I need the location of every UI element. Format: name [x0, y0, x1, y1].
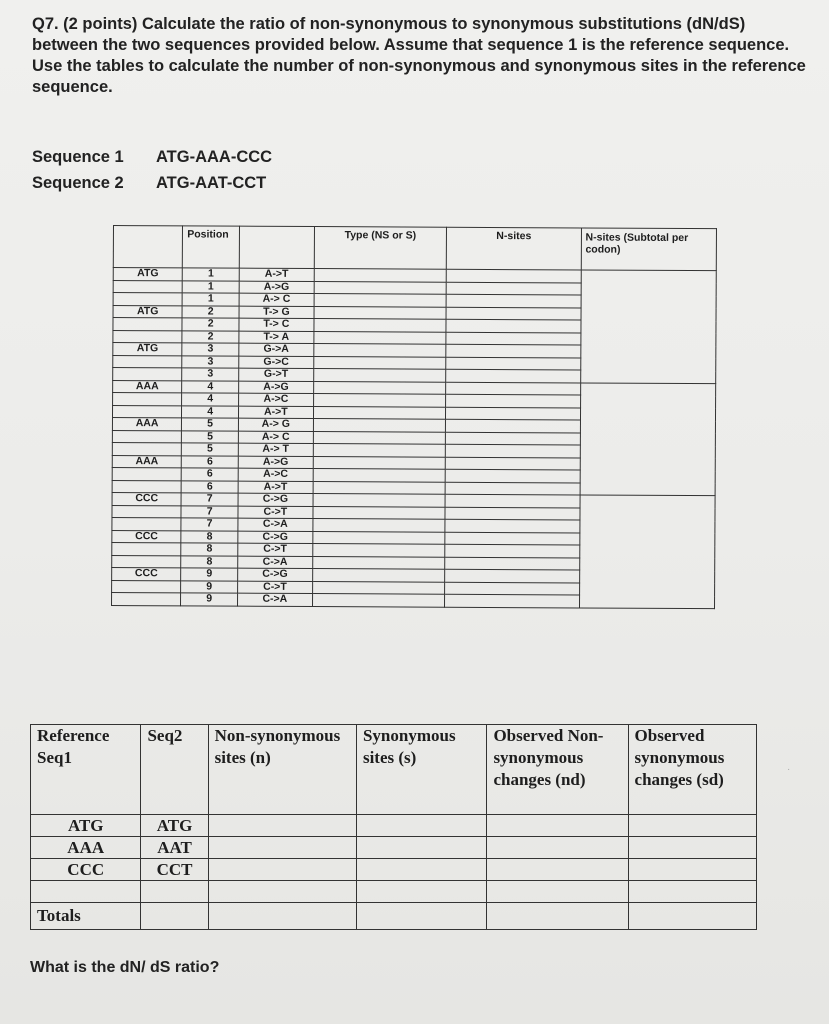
mutation-cell: G->T [239, 368, 314, 381]
final-question: What is the dN/ dS ratio? [30, 959, 220, 976]
codon-cell [113, 293, 182, 306]
observed-nonsyn-header: Observed Non-synonymous changes (nd) [487, 725, 628, 815]
nsites-answer-cell[interactable] [446, 269, 580, 282]
position-cell: 2 [182, 318, 239, 331]
nsites-answer-cell[interactable] [446, 319, 580, 332]
mutation-cell: G->C [239, 356, 314, 369]
position-cell: 1 [182, 280, 239, 293]
codon-cell [112, 405, 181, 418]
nsites-answer-cell[interactable] [445, 532, 579, 545]
seq2-codon-cell: ATG [141, 815, 208, 837]
codon-cell [113, 318, 182, 331]
type-answer-cell[interactable] [313, 394, 446, 407]
sequence-1-value: ATG-AAA-CCC [155, 148, 273, 166]
codon-cell [112, 480, 181, 493]
type-answer-cell[interactable] [313, 494, 446, 507]
nsites-answer-cell[interactable] [445, 507, 579, 520]
seq2-codon-cell [141, 881, 208, 903]
type-answer-cell[interactable] [312, 544, 445, 557]
mutation-cell: C->T [238, 543, 313, 556]
mutation-cell: A->G [239, 281, 314, 294]
position-cell: 8 [181, 530, 238, 543]
sequence-1 [32, 148, 272, 167]
nsites-answer-cell[interactable] [446, 332, 580, 345]
codon-cell: ATG [113, 343, 182, 356]
subtotal-answer-cell[interactable] [580, 382, 716, 495]
codon-cell: ATG [113, 268, 182, 281]
type-answer-cell[interactable] [313, 344, 446, 357]
answer-cell[interactable] [628, 903, 756, 930]
position-cell: 8 [181, 555, 238, 568]
codon-cell: AAA [112, 417, 181, 430]
type-answer-cell[interactable] [313, 456, 446, 469]
codon-cell: CCC [112, 530, 181, 543]
summary-row [31, 815, 757, 837]
position-cell: 5 [182, 418, 239, 431]
answer-cell[interactable] [487, 881, 628, 903]
seq2-codon-cell: CCT [141, 859, 208, 881]
codon-cell: ATG [113, 305, 182, 318]
answer-cell[interactable] [356, 881, 486, 903]
answer-cell[interactable] [356, 815, 486, 837]
reference-header: Reference Seq1 [31, 725, 141, 815]
mutation-cell: A->C [239, 393, 314, 406]
mutation-cell: T-> G [239, 306, 314, 319]
codon-cell [112, 505, 181, 518]
position-cell: 9 [181, 593, 238, 606]
nsites-answer-cell[interactable] [445, 544, 579, 557]
nsites-answer-cell[interactable] [446, 369, 580, 382]
type-answer-cell[interactable] [312, 556, 445, 569]
sequence-2-label: Sequence 2 [32, 174, 124, 192]
type-answer-cell[interactable] [313, 419, 446, 432]
site-classification-table [111, 225, 717, 609]
nsites-answer-cell[interactable] [445, 519, 579, 532]
site-table-body [112, 268, 717, 609]
nsites-answer-cell[interactable] [445, 557, 579, 570]
answer-cell[interactable] [356, 903, 486, 930]
mutation-cell: A->T [239, 268, 314, 281]
codon-cell [112, 555, 181, 568]
type-answer-cell[interactable] [313, 381, 446, 394]
nsites-answer-cell[interactable] [445, 582, 579, 595]
mutation-cell: C->A [238, 593, 313, 606]
position-cell: 5 [182, 430, 239, 443]
answer-cell[interactable] [208, 859, 356, 881]
codon-cell [112, 542, 181, 555]
type-answer-cell[interactable] [313, 369, 446, 382]
codon-cell [112, 430, 181, 443]
answer-cell[interactable] [628, 815, 756, 837]
position-cell: 1 [183, 268, 240, 281]
nsites-answer-cell[interactable] [446, 432, 580, 445]
position-cell: 6 [181, 468, 238, 481]
mutation-cell: C->G [238, 531, 313, 544]
position-column-header: Position [183, 226, 240, 268]
nsites-answer-cell[interactable] [446, 382, 580, 395]
position-cell: 9 [181, 568, 238, 581]
mutation-cell: T-> A [239, 331, 314, 344]
type-answer-cell[interactable] [312, 594, 445, 607]
type-answer-cell[interactable] [313, 506, 446, 519]
type-answer-cell[interactable] [314, 281, 447, 294]
codon-cell [113, 355, 182, 368]
seq2-codon-cell: AAT [141, 837, 208, 859]
question-text: Q7. (2 points) Calculate the ratio of non-synonymous to synonymous substitutions (dN/dS) between the two sequences provided below. Assume that sequence 1 is the reference sequence. Use the tables to calculate the number of non-synonymous and synonymous sites in the reference sequence. [32, 15, 806, 96]
type-answer-cell[interactable] [313, 469, 446, 482]
codon-cell: AAA [112, 455, 181, 468]
type-answer-cell[interactable] [312, 581, 445, 594]
subtotal-answer-cell[interactable] [580, 270, 716, 383]
type-column-header: Type (NS or S) [314, 227, 447, 270]
answer-cell[interactable] [487, 903, 628, 930]
codon-cell [112, 467, 181, 480]
position-cell: 7 [181, 518, 238, 531]
type-answer-cell[interactable] [313, 406, 446, 419]
nsites-answer-cell[interactable] [446, 344, 580, 357]
observed-syn-header: Observed synonymous changes (sd) [628, 725, 756, 815]
summary-header-row [31, 725, 757, 815]
answer-cell[interactable] [487, 859, 628, 881]
mutation-cell: G->A [239, 343, 314, 356]
nsites-answer-cell[interactable] [445, 457, 579, 470]
nsites-answer-cell[interactable] [446, 294, 580, 307]
mutation-cell: A->T [238, 406, 313, 419]
position-cell: 9 [181, 580, 238, 593]
codon-cell [112, 580, 181, 593]
type-answer-cell[interactable] [314, 319, 447, 332]
mutation-cell: C->G [238, 568, 313, 581]
codon-cell [113, 280, 182, 293]
mutation-cell: A->T [238, 481, 313, 494]
sequence-2-value: ATG-AAT-CCT [155, 174, 267, 192]
codon-cell: AAA [113, 380, 182, 393]
answer-cell[interactable] [487, 837, 628, 859]
site-table-header-row [113, 226, 716, 271]
mutation-cell: A-> C [238, 431, 313, 444]
nsites-answer-cell[interactable] [445, 594, 579, 607]
codon-cell [112, 442, 181, 455]
summary-row [31, 881, 757, 903]
type-answer-cell[interactable] [313, 444, 446, 457]
summary-row [31, 859, 757, 881]
mutation-cell: A-> T [238, 443, 313, 456]
position-cell: 3 [182, 355, 239, 368]
position-cell: 6 [182, 455, 239, 468]
codon-cell: CCC [112, 492, 181, 505]
mutation-cell: A->G [238, 456, 313, 469]
position-cell: 6 [181, 480, 238, 493]
codon-cell [113, 393, 182, 406]
position-cell: 7 [181, 493, 238, 506]
mutation-column-header [239, 226, 314, 268]
type-answer-cell[interactable] [314, 331, 447, 344]
answer-cell[interactable] [208, 837, 356, 859]
nsites-answer-cell[interactable] [445, 444, 579, 457]
ref-codon-cell: ATG [31, 815, 141, 837]
ref-codon-cell [31, 881, 141, 903]
nsites-answer-cell[interactable] [446, 394, 580, 407]
mutation-cell: A-> C [239, 293, 314, 306]
nsites-answer-cell[interactable] [446, 307, 580, 320]
answer-cell[interactable] [628, 881, 756, 903]
position-cell: 2 [182, 330, 239, 343]
answer-cell[interactable] [141, 903, 208, 930]
answer-cell[interactable] [356, 859, 486, 881]
position-cell: 8 [181, 543, 238, 556]
answer-cell[interactable] [208, 815, 356, 837]
type-answer-cell[interactable] [313, 531, 446, 544]
nsites-answer-cell[interactable] [445, 569, 579, 582]
answer-cell[interactable] [356, 837, 486, 859]
answer-cell[interactable] [628, 859, 756, 881]
position-cell: 2 [182, 305, 239, 318]
nsites-answer-cell[interactable] [445, 482, 579, 495]
codon-cell [113, 330, 182, 343]
sequence-1-label: Sequence 1 [32, 148, 124, 166]
totals-row [31, 903, 757, 930]
nsites-answer-cell[interactable] [445, 494, 579, 507]
position-cell: 3 [182, 343, 239, 356]
mutation-cell: C->T [238, 506, 313, 519]
type-answer-cell[interactable] [313, 431, 446, 444]
mutation-cell: C->G [238, 493, 313, 506]
answer-cell[interactable] [208, 903, 356, 930]
codon-column-header [113, 226, 183, 268]
type-answer-cell[interactable] [314, 306, 447, 319]
position-cell: 4 [182, 380, 239, 393]
position-cell: 4 [182, 393, 239, 406]
paper-speck: · [787, 764, 791, 775]
position-cell: 7 [181, 505, 238, 518]
mutation-cell: C->A [238, 518, 313, 531]
type-answer-cell[interactable] [314, 294, 447, 307]
codon-cell [112, 592, 181, 605]
position-cell: 1 [182, 293, 239, 306]
nsites-answer-cell[interactable] [446, 419, 580, 432]
nsites-answer-cell[interactable] [445, 469, 579, 482]
mutation-cell: C->T [238, 581, 313, 594]
subtotal-answer-cell[interactable] [579, 495, 715, 608]
codon-cell [112, 517, 181, 530]
summary-table [30, 724, 757, 930]
sequence-2 [32, 174, 266, 193]
totals-label: Totals [31, 903, 141, 930]
syn-sites-header: Synonymous sites (s) [356, 725, 486, 815]
summary-row [31, 837, 757, 859]
position-cell: 5 [182, 443, 239, 456]
seq2-header: Seq2 [141, 725, 208, 815]
type-answer-cell[interactable] [313, 481, 446, 494]
type-answer-cell[interactable] [314, 269, 447, 282]
nsites-column-header: N-sites [446, 227, 581, 270]
mutation-cell: A->C [238, 468, 313, 481]
nsites-answer-cell[interactable] [446, 357, 580, 370]
type-answer-cell[interactable] [312, 569, 445, 582]
nsites-answer-cell[interactable] [446, 407, 580, 420]
type-answer-cell[interactable] [313, 356, 446, 369]
nsites-answer-cell[interactable] [446, 282, 580, 295]
answer-cell[interactable] [487, 815, 628, 837]
codon-cell: CCC [112, 567, 181, 580]
position-cell: 4 [182, 405, 239, 418]
nonsyn-sites-header: Non-synonymous sites (n) [208, 725, 356, 815]
mutation-cell: A->G [239, 381, 314, 394]
codon-cell [113, 368, 182, 381]
subtotal-column-header: N-sites (Subtotal per codon) [581, 228, 717, 271]
position-cell: 3 [182, 368, 239, 381]
type-answer-cell[interactable] [313, 519, 446, 532]
mutation-cell: C->A [238, 556, 313, 569]
mutation-cell: T-> C [239, 318, 314, 331]
ref-codon-cell: AAA [31, 837, 141, 859]
mutation-cell: A-> G [238, 418, 313, 431]
answer-cell[interactable] [628, 837, 756, 859]
answer-cell[interactable] [208, 881, 356, 903]
ref-codon-cell: CCC [31, 859, 141, 881]
